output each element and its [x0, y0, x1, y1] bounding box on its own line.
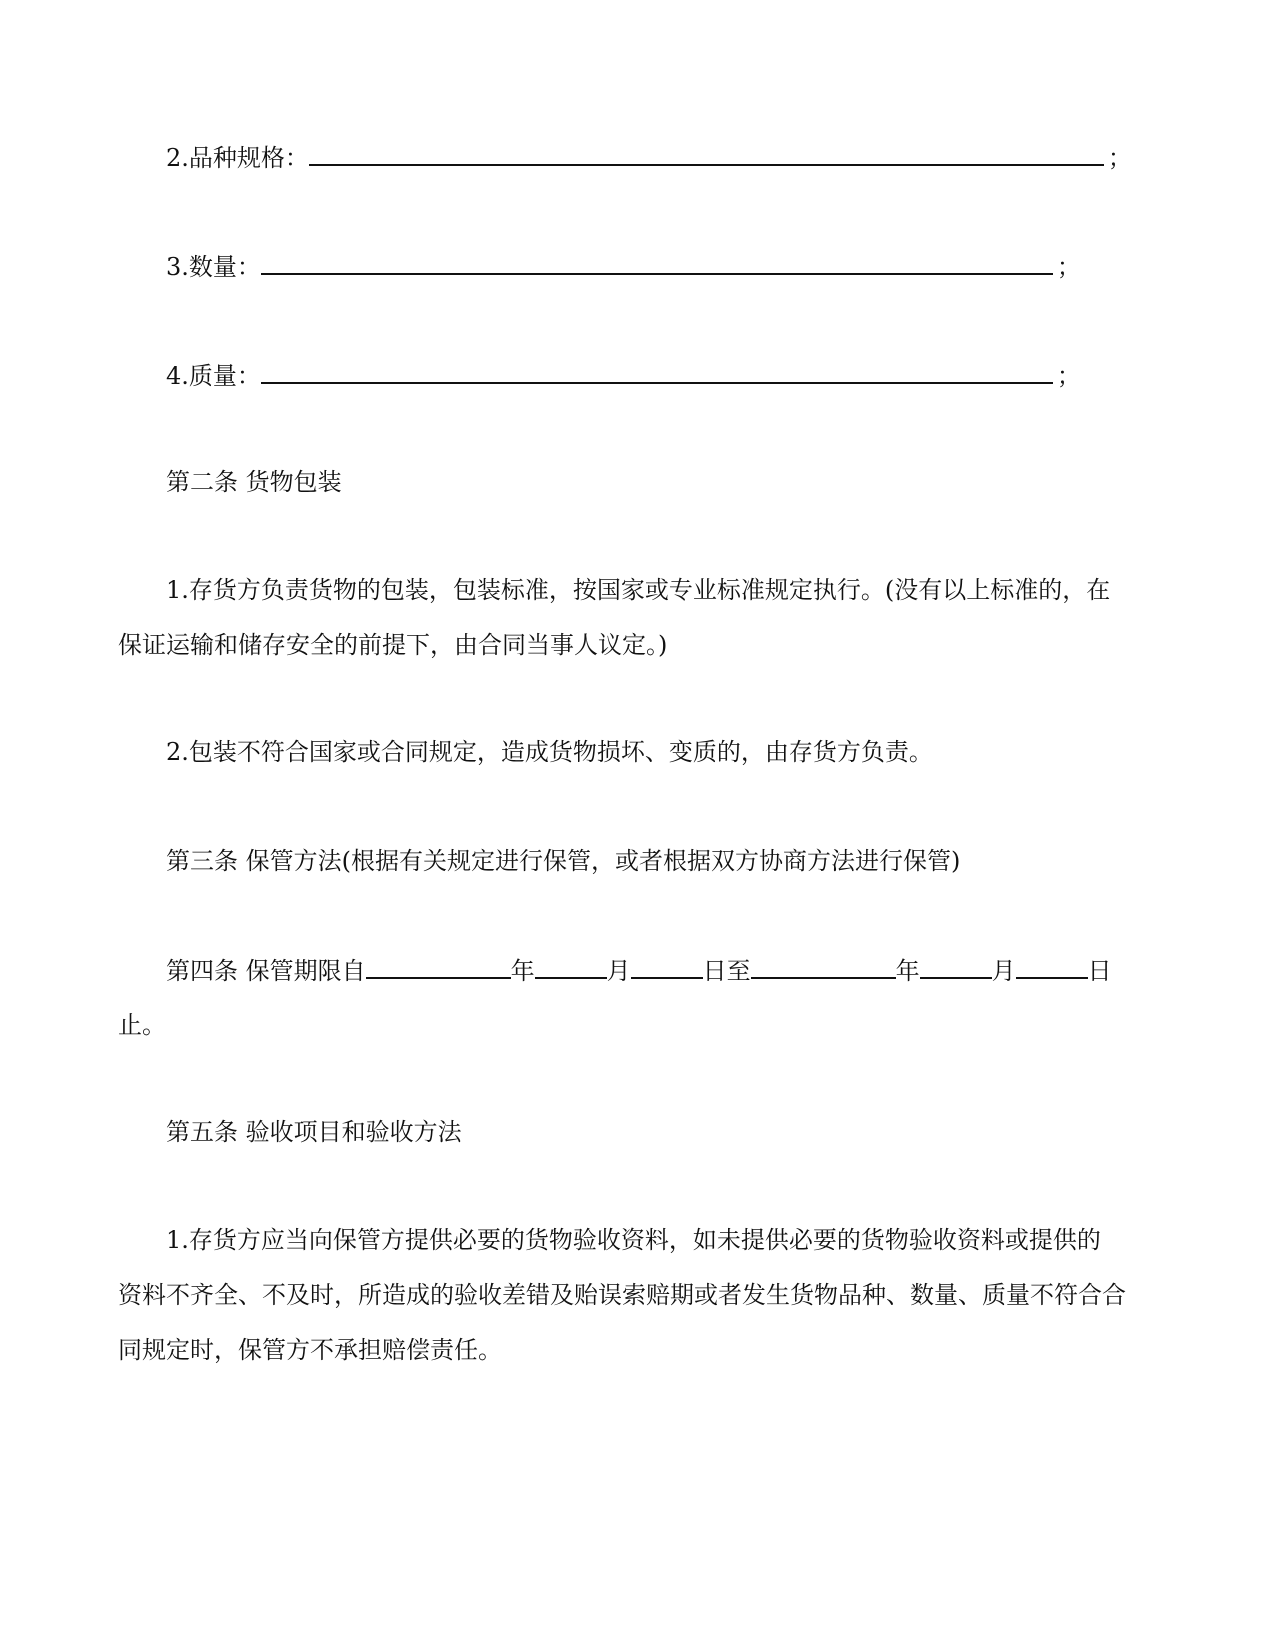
blank-line: [309, 142, 1104, 166]
blank-line: [920, 955, 992, 979]
blank-line: [751, 955, 896, 979]
period-year2: 年: [895, 957, 920, 985]
period-month: 月: [606, 957, 631, 985]
clause5-para1-line2: 资料不齐全、不及时，所造成的验收差错及贻误索赔期或者发生货物品种、数量、质量不符合合: [118, 1281, 1126, 1309]
clause2-para1-line2: 保证运输和储存安全的前提下，由合同当事人议定。): [118, 631, 668, 659]
clause2-para2: 2.包装不符合国家或合同规定，造成货物损坏、变质的，由存货方负责。: [166, 738, 933, 766]
clause5-para1-line3: 同规定时，保管方不承担赔偿责任。: [118, 1336, 502, 1364]
period-month2: 月: [991, 957, 1016, 985]
period-day-to: 日至: [702, 957, 751, 985]
field-variety-spec: [166, 142, 1132, 173]
blank-line: [261, 251, 1053, 275]
field-end: ；: [1107, 144, 1132, 172]
blank-line: [261, 360, 1053, 384]
field-end: ；: [1056, 362, 1081, 390]
field-label: 3.数量：: [166, 253, 261, 281]
field-quantity: [166, 251, 1081, 282]
blank-line: [1016, 955, 1088, 979]
clause5-para1-line1: 1.存货方应当向保管方提供必要的货物验收资料，如未提供必要的货物验收资料或提供的: [166, 1226, 1101, 1254]
clause2-para1-line1: 1.存货方负责货物的包装，包装标准，按国家或专业标准规定执行。(没有以上标准的，在: [166, 576, 1111, 604]
blank-line: [631, 955, 703, 979]
period-day2: 日: [1087, 957, 1112, 985]
period-prefix: 第四条 保管期限自: [166, 957, 366, 985]
blank-line: [366, 955, 511, 979]
period-year: 年: [510, 957, 535, 985]
clause4-line2: 止。: [118, 1011, 166, 1039]
blank-line: [535, 955, 607, 979]
field-quality: [166, 360, 1081, 391]
field-label: 2.品种规格：: [166, 144, 309, 172]
clause4-period: [166, 955, 1112, 986]
field-end: ；: [1056, 253, 1081, 281]
clause2-heading: 第二条 货物包装: [166, 468, 342, 496]
clause3-heading: 第三条 保管方法(根据有关规定进行保管，或者根据双方协商方法进行保管): [166, 847, 961, 875]
clause5-heading: 第五条 验收项目和验收方法: [166, 1118, 462, 1146]
field-label: 4.质量：: [166, 362, 261, 390]
